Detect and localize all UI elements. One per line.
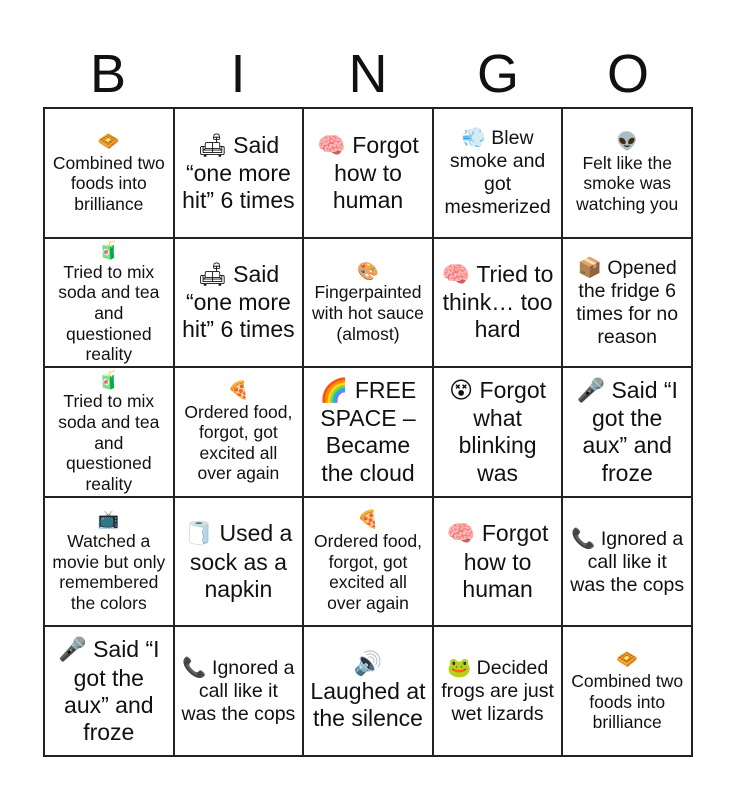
cell-emoji-icon: 📺 — [97, 510, 120, 531]
cell-content — [310, 261, 426, 345]
cell-content — [569, 256, 685, 349]
cell-emoji-icon: 👽 — [616, 132, 639, 153]
bingo-board — [43, 107, 693, 757]
cell-content — [51, 509, 167, 613]
cell-emoji-icon: 🌈 — [319, 378, 349, 405]
cell-emoji-icon: 🛋 — [197, 262, 227, 289]
cell-content — [310, 509, 426, 613]
cell-content — [569, 649, 685, 733]
cell-content — [440, 377, 556, 487]
bingo-cell[interactable] — [174, 238, 304, 368]
cell-emoji-icon: 🧇 — [616, 650, 639, 671]
header-letter-n: N — [348, 44, 388, 104]
cell-content — [51, 636, 167, 746]
cell-content — [181, 520, 297, 602]
cell-content — [440, 520, 556, 602]
cell-label: Decided frogs are just wet lizards — [441, 657, 554, 726]
header-letter-o: O — [606, 44, 649, 104]
cell-label: Tried to mix soda and tea and questioned reality — [58, 391, 160, 494]
cell-label: Combined two foods into brilliance — [52, 152, 165, 214]
cell-label: Forgot what blinking was — [458, 377, 547, 486]
cell-label: Ignored a call like it was the cops — [181, 657, 296, 726]
cell-content — [569, 377, 685, 487]
bingo-cell[interactable] — [303, 108, 433, 238]
cell-label: Tried to mix soda and tea and questioned reality — [58, 261, 160, 365]
cell-emoji-icon: 📞 — [571, 526, 596, 550]
cell-content — [440, 261, 556, 343]
cell-label: Forgot how to human — [462, 520, 549, 602]
cell-emoji-icon: 🎤 — [576, 378, 606, 405]
bingo-cell[interactable] — [174, 497, 304, 627]
cell-label: Tried to think… too hard — [442, 261, 554, 343]
bingo-cell[interactable] — [433, 108, 563, 238]
cell-label: Forgot how to human — [332, 131, 419, 213]
bingo-cell[interactable] — [562, 626, 692, 756]
cell-label: Ignored a call like it was the cops — [570, 527, 685, 596]
cell-emoji-icon: 🎤 — [58, 637, 87, 664]
cell-content — [51, 370, 167, 495]
cell-emoji-icon: 💨 — [461, 126, 486, 150]
cell-label: Ordered food, forgot, got excited all over again — [314, 531, 422, 614]
cell-emoji-icon: 🧇 — [97, 132, 120, 153]
bingo-cell[interactable] — [433, 367, 563, 497]
bingo-cell[interactable] — [44, 626, 174, 756]
cell-content — [310, 377, 426, 487]
cell-content — [51, 131, 167, 215]
bingo-cell[interactable] — [562, 367, 692, 497]
cell-content — [440, 656, 556, 726]
bingo-cell[interactable] — [433, 626, 563, 756]
bingo-cell[interactable] — [303, 626, 433, 756]
cell-content — [181, 656, 297, 726]
bingo-cell[interactable] — [562, 497, 692, 627]
cell-emoji-icon: 🧠 — [441, 262, 471, 289]
cell-label: Said “one more hit” 6 times — [182, 131, 295, 213]
bingo-cell[interactable] — [303, 497, 433, 627]
cell-content — [440, 126, 556, 219]
cell-emoji-icon: 🧻 — [184, 521, 214, 548]
cell-label: Fingerpainted with hot sauce (almost) — [312, 282, 424, 344]
cell-label: Used a sock as a napkin — [189, 520, 293, 602]
bingo-cell[interactable] — [174, 108, 304, 238]
cell-label: Watched a movie but only remembered the colors — [52, 531, 166, 614]
cell-content — [569, 527, 685, 597]
cell-emoji-icon: 🎨 — [357, 261, 379, 282]
cell-label: Opened the fridge 6 times for no reason — [576, 256, 679, 348]
cell-emoji-icon: 🧠 — [446, 521, 476, 548]
bingo-cell[interactable] — [44, 367, 174, 497]
header-letter-i: I — [230, 44, 246, 104]
cell-label: FREE SPACE – Became the cloud — [320, 377, 417, 486]
bingo-header — [43, 40, 693, 108]
cell-content — [181, 261, 297, 343]
cell-emoji-icon: 🍕 — [227, 380, 250, 401]
cell-emoji-icon: 📦 — [577, 255, 602, 279]
cell-label: Felt like the smoke was watching you — [576, 152, 679, 214]
cell-label: Laughed at the silence — [310, 678, 426, 732]
cell-emoji-icon: 🛋 — [197, 132, 227, 159]
bingo-cell[interactable] — [44, 497, 174, 627]
cell-content — [310, 132, 426, 214]
bingo-cell[interactable] — [44, 238, 174, 368]
bingo-cell[interactable] — [433, 238, 563, 368]
cell-content — [310, 650, 426, 732]
header-letter-g: G — [476, 44, 519, 104]
cell-content — [181, 380, 297, 484]
cell-emoji-icon: 🧃 — [97, 240, 120, 261]
cell-content — [181, 132, 297, 214]
bingo-cell[interactable] — [303, 238, 433, 368]
cell-label: Said “one more hit” 6 times — [182, 261, 295, 343]
bingo-cell[interactable] — [174, 626, 304, 756]
bingo-cell[interactable] — [433, 497, 563, 627]
cell-emoji-icon: 😵 — [449, 378, 474, 405]
cell-label: Blew smoke and got mesmerized — [444, 127, 551, 219]
cell-content — [569, 131, 685, 215]
cell-label: Said “I got the aux” and froze — [582, 377, 678, 486]
cell-emoji-icon: 🧠 — [317, 132, 346, 159]
bingo-cell[interactable] — [562, 108, 692, 238]
cell-label: Ordered food, forgot, got excited all over again — [184, 401, 293, 484]
cell-emoji-icon: 🐸 — [446, 656, 472, 680]
cell-emoji-icon: 🔊 — [353, 651, 383, 677]
bingo-cell[interactable] — [562, 238, 692, 368]
bingo-cell[interactable] — [303, 367, 433, 497]
bingo-cell[interactable] — [44, 108, 174, 238]
cell-emoji-icon: 📞 — [182, 656, 207, 680]
cell-emoji-icon: 🧃 — [97, 370, 120, 391]
bingo-cell[interactable] — [174, 367, 304, 497]
cell-label: Said “I got the aux” and froze — [64, 636, 160, 745]
cell-emoji-icon: 🍕 — [357, 510, 379, 531]
cell-content — [51, 240, 167, 365]
cell-label: Combined two foods into brilliance — [571, 671, 684, 733]
header-letter-b: B — [89, 44, 127, 104]
